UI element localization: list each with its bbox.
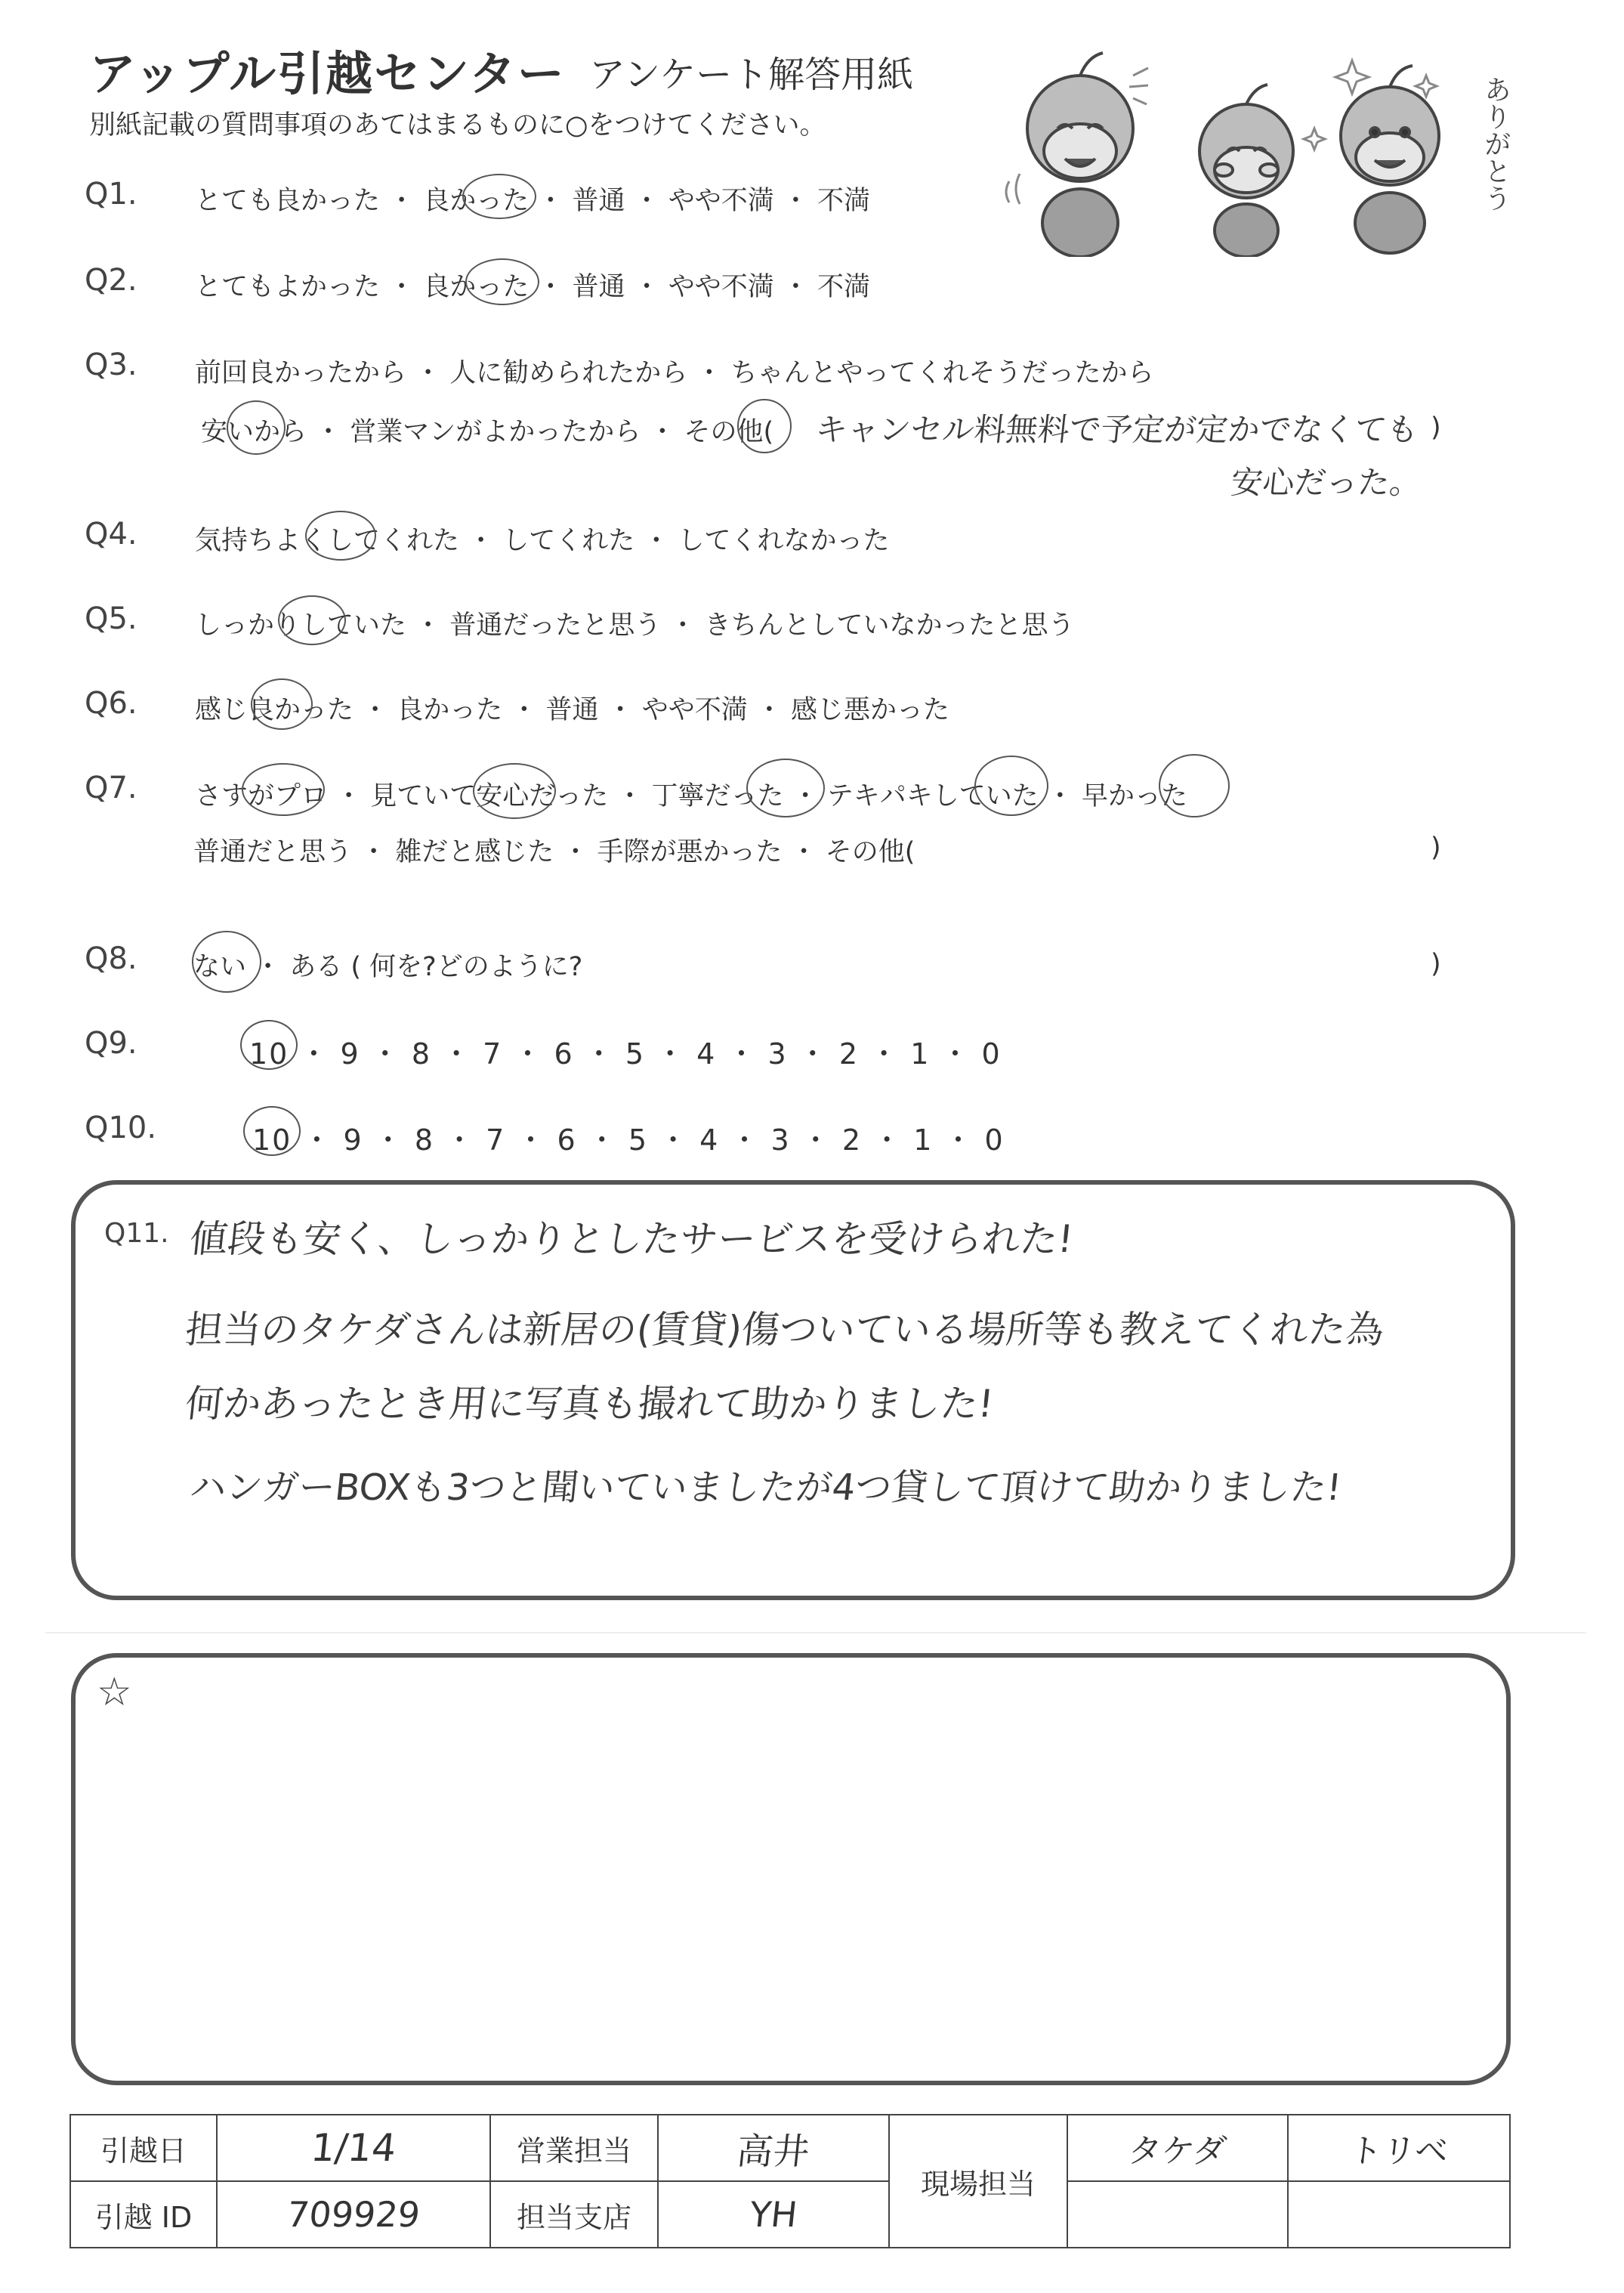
q11-comment-line-3: 何かあったとき用に写真も撮れて助かりました!: [183, 1382, 996, 1426]
divider: [45, 1632, 1586, 1633]
q2-circle-mark: [465, 258, 539, 305]
q11-number: Q11.: [104, 1218, 169, 1249]
q3-options-line2[interactable]: 安いから ・ 営業マンがよかったから ・ その他(: [201, 417, 774, 447]
q2-number: Q2.: [85, 263, 137, 298]
monkey-mascots-illustration: [997, 45, 1541, 257]
q6-number: Q6.: [85, 686, 137, 721]
q7-circle-mark-safe: [473, 763, 556, 819]
sales-rep-label: 営業担当: [490, 2115, 658, 2181]
q5-options[interactable]: しっかりしていた ・ 普通だったと思う ・ きちんとしていなかったと思う: [195, 610, 1075, 641]
branch-value: YH: [654, 2181, 892, 2248]
q7-circle-mark-polite: [746, 759, 825, 817]
q7-options-line2[interactable]: 普通だと思う ・ 雑だと感じた ・ 手際が悪かった ・ その他(: [193, 837, 915, 867]
q7-options-line1[interactable]: さすがプロ ・ 見ていて安心だった ・ 丁寧だった ・ テキパキしていた ・ 早かった: [195, 781, 1188, 811]
q4-number: Q4.: [85, 517, 137, 552]
q10-rating-scale[interactable]: 10 ・ 9 ・ 8 ・ 7 ・ 6 ・ 5 ・ 4 ・ 3 ・ 2 ・ 1 ・ 0: [252, 1123, 1005, 1157]
q4-options[interactable]: 気持ちよくしてくれた ・ してくれた ・ してくれなかった: [195, 526, 890, 556]
onsite-staff-empty-1: [1067, 2181, 1288, 2248]
q11-comment-line-1: 値段も安く、しっかりとしたサービスを受けられた!: [187, 1217, 1076, 1261]
q6-options[interactable]: 感じ良かった ・ 良かった ・ 普通 ・ やや不満 ・ 感じ悪かった: [195, 695, 950, 725]
q3-circle-mark-cheap: [227, 400, 286, 455]
free-comment-box: [71, 1653, 1511, 2085]
sales-rep-value: 高井: [654, 2115, 892, 2181]
q8-number: Q8.: [85, 941, 137, 976]
onsite-staff-empty-2: [1288, 2181, 1510, 2248]
q11-comment-line-4: ハンガーBOXも3つと聞いていましたが4つ貸して頂けて助かりました!: [187, 1466, 1344, 1509]
instruction-text: 別紙記載の質問事項のあてはまるものに○をつけてください。: [89, 110, 826, 141]
q7-circle-mark-fast: [1159, 754, 1230, 817]
q1-circle-mark: [462, 174, 536, 219]
q1-number: Q1.: [85, 177, 137, 212]
q3-close-paren: ): [1431, 413, 1441, 443]
q3-number: Q3.: [85, 348, 137, 382]
q8-close-paren: ): [1431, 949, 1441, 979]
q9-rating-scale[interactable]: 10 ・ 9 ・ 8 ・ 7 ・ 6 ・ 5 ・ 4 ・ 3 ・ 2 ・ 1 ・ 0: [249, 1037, 1002, 1071]
star-icon: ☆: [97, 1670, 132, 1715]
q3-handwritten-other-line1: キャンセル料無料で予定が定かでなくても: [814, 411, 1421, 448]
move-date-value: 1/14: [213, 2115, 493, 2181]
q9-circle-mark: [240, 1020, 298, 1070]
q8-circle-mark: [192, 931, 261, 993]
q3-handwritten-other-line2: 安心だった。: [1229, 464, 1424, 501]
q5-circle-mark: [278, 595, 346, 645]
q9-number: Q9.: [85, 1026, 137, 1061]
onsite-staff-value-2: トリベ: [1284, 2115, 1513, 2181]
form-title: アップル引越センター: [89, 46, 566, 101]
q8-options[interactable]: ない ・ ある ( 何を?どのように?: [193, 952, 583, 982]
q7-number: Q7.: [85, 771, 137, 805]
q7-circle-mark-quick-work: [974, 756, 1048, 816]
staff-info-table: [69, 2114, 1511, 2248]
q10-number: Q10.: [85, 1111, 157, 1145]
q3-options-line1[interactable]: 前回良かったから ・ 人に勧められたから ・ ちゃんとやってくれそうだったから: [195, 358, 1154, 388]
move-id-label: 引越 ID: [70, 2181, 217, 2248]
q1-options[interactable]: とても良かった ・ 良かった ・ 普通 ・ やや不満 ・ 不満: [195, 186, 871, 216]
q3-circle-mark-other: [737, 399, 792, 453]
branch-label: 担当支店: [490, 2181, 658, 2248]
onsite-staff-value-1: タケダ: [1064, 2115, 1291, 2181]
q2-options[interactable]: とてもよかった ・ 良かった ・ 普通 ・ やや不満 ・ 不満: [195, 272, 871, 302]
q7-circle-mark-pro: [242, 763, 325, 816]
form-subtitle: アンケート解答用紙: [589, 54, 914, 96]
q4-circle-mark: [305, 511, 376, 561]
q11-comment-line-2: 担当のタケダさんは新居の(賃貸)傷ついている場所等も教えてくれた為: [183, 1308, 1387, 1352]
q5-number: Q5.: [85, 601, 137, 636]
mascot-thanks-text: ありがとう: [1480, 76, 1511, 212]
move-id-value: 709929: [213, 2181, 493, 2248]
q7-close-paren: ): [1431, 833, 1441, 863]
q6-circle-mark: [251, 678, 313, 730]
q10-circle-mark: [243, 1106, 301, 1156]
move-date-label: 引越日: [70, 2115, 217, 2181]
onsite-staff-label: 現場担当: [889, 2115, 1067, 2248]
